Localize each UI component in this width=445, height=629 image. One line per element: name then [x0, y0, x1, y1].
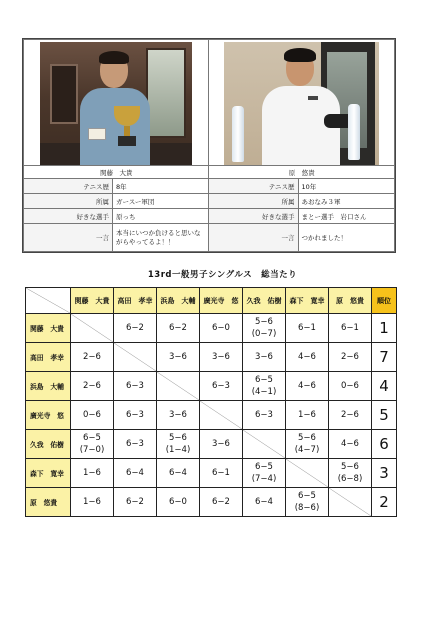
field-label: テニス歴: [209, 179, 298, 194]
match-score-cell: [71, 488, 114, 517]
match-score-cell: [157, 343, 200, 372]
row-player-name: 高田 孝幸: [26, 343, 71, 372]
table-row: [26, 372, 397, 401]
set-score: 5−6: [298, 433, 316, 443]
set-score: 6−2: [126, 497, 144, 507]
set-score: 6−5: [255, 375, 273, 385]
field-label: 好きな選手: [24, 209, 113, 224]
match-score-cell: [243, 488, 286, 517]
tiebreak-score: (4−1): [251, 387, 277, 397]
column-header: 関藤 大貴: [71, 288, 114, 314]
match-score-cell: [329, 401, 372, 430]
set-score: 6−3: [126, 410, 144, 420]
set-score: 6−1: [298, 323, 316, 333]
set-score: 6−1: [212, 468, 230, 478]
set-score: 1−6: [298, 410, 316, 420]
set-score: 6−3: [212, 381, 230, 391]
set-score: 6−5: [83, 433, 101, 443]
field-label: 所属: [209, 194, 298, 209]
set-score: 2−6: [341, 410, 359, 420]
player-photo-cell-2: [209, 40, 395, 166]
match-score-cell: [329, 343, 372, 372]
row-player-name: 浜島 大輔: [26, 372, 71, 401]
match-score-cell: [200, 343, 243, 372]
set-score: 6−3: [126, 381, 144, 391]
match-score-cell: [243, 314, 286, 343]
rank-cell: 7: [372, 343, 397, 372]
match-score-cell: [200, 314, 243, 343]
tiebreak-score: (0−7): [251, 329, 277, 339]
match-score-cell: [114, 401, 157, 430]
match-score-cell: [286, 314, 329, 343]
match-score-cell: [114, 314, 157, 343]
match-score-cell: [114, 488, 157, 517]
set-score: 5−6: [341, 462, 359, 472]
match-score-cell: [200, 430, 243, 459]
field-value: まとー選手 岩口さん: [298, 209, 394, 224]
set-score: 5−6: [169, 433, 187, 443]
set-score: 3−6: [212, 439, 230, 449]
self-match-cell: [200, 401, 243, 430]
match-score-cell: [286, 488, 329, 517]
rank-cell: 2: [372, 488, 397, 517]
rank-cell: 5: [372, 401, 397, 430]
match-score-cell: [243, 401, 286, 430]
set-score: 6−2: [126, 323, 144, 333]
match-score-cell: [286, 401, 329, 430]
match-score-cell: [286, 430, 329, 459]
set-score: 6−4: [169, 468, 187, 478]
set-score: 2−6: [83, 352, 101, 362]
water-bottle-icon: [348, 104, 360, 160]
column-header: 森下 寛幸: [286, 288, 329, 314]
table-row: [26, 401, 397, 430]
match-score-cell: [157, 401, 200, 430]
match-score-cell: [286, 372, 329, 401]
match-score-cell: [329, 459, 372, 488]
set-score: 6−3: [255, 410, 273, 420]
column-header: 久我 佑樹: [243, 288, 286, 314]
row-player-name: 原 悠貴: [26, 488, 71, 517]
set-score: 2−6: [83, 381, 101, 391]
column-header: 廣光寺 悠: [200, 288, 243, 314]
field-value: 8年: [113, 179, 209, 194]
self-match-cell: [329, 488, 372, 517]
match-score-cell: [286, 343, 329, 372]
field-value: あおなみ３軍: [298, 194, 394, 209]
set-score: 1−6: [83, 468, 101, 478]
set-score: 6−4: [126, 468, 144, 478]
set-score: 4−6: [341, 439, 359, 449]
row-player-name: 久我 佑樹: [26, 430, 71, 459]
match-score-cell: [329, 372, 372, 401]
set-score: 6−3: [126, 439, 144, 449]
match-score-cell: [243, 343, 286, 372]
field-value: ガースー軍団: [113, 194, 209, 209]
set-score: 4−6: [298, 352, 316, 362]
rank-cell: 1: [372, 314, 397, 343]
row-player-name: 関藤 大貴: [26, 314, 71, 343]
match-score-cell: [157, 314, 200, 343]
match-score-cell: [200, 488, 243, 517]
self-match-cell: [286, 459, 329, 488]
table-row: [26, 488, 397, 517]
match-score-cell: [157, 488, 200, 517]
match-score-cell: [329, 430, 372, 459]
match-score-cell: [200, 372, 243, 401]
column-header: 高田 孝幸: [114, 288, 157, 314]
player-name-1: 関藤 大貴: [24, 166, 209, 179]
corner-cell: [26, 288, 71, 314]
rank-cell: 3: [372, 459, 397, 488]
field-label: テニス歴: [24, 179, 113, 194]
match-score-cell: [71, 430, 114, 459]
set-score: 2−6: [341, 352, 359, 362]
match-score-cell: [71, 459, 114, 488]
tiebreak-score: (7−0): [79, 445, 105, 455]
row-player-name: 森下 寛幸: [26, 459, 71, 488]
set-score: 3−6: [169, 410, 187, 420]
match-score-cell: [329, 314, 372, 343]
self-match-cell: [157, 372, 200, 401]
rank-header: 順位: [372, 288, 397, 314]
match-score-cell: [200, 459, 243, 488]
field-value: つかれました！: [298, 224, 394, 252]
set-score: 6−5: [298, 491, 316, 501]
table-row: [26, 314, 397, 343]
table-row: [26, 343, 397, 372]
rank-cell: 6: [372, 430, 397, 459]
rank-cell: 4: [372, 372, 397, 401]
match-score-cell: [243, 372, 286, 401]
self-match-cell: [114, 343, 157, 372]
set-score: 0−6: [83, 410, 101, 420]
set-score: 6−5: [255, 462, 273, 472]
field-label: 一言: [209, 224, 298, 252]
match-score-cell: [243, 459, 286, 488]
row-player-name: 廣光寺 悠: [26, 401, 71, 430]
trophy-icon: [114, 106, 140, 146]
table-row: [26, 430, 397, 459]
match-score-cell: [114, 372, 157, 401]
match-score-cell: [71, 372, 114, 401]
player-photo-cell-1: [24, 40, 209, 166]
tiebreak-score: (6−8): [337, 474, 363, 484]
set-score: 6−0: [212, 323, 230, 333]
tiebreak-score: (7−4): [251, 474, 277, 484]
set-score: 4−6: [298, 381, 316, 391]
set-score: 6−0: [169, 497, 187, 507]
water-bottle-icon: [232, 106, 244, 162]
set-score: 1−6: [83, 497, 101, 507]
field-value: 原っち: [113, 209, 209, 224]
self-match-cell: [243, 430, 286, 459]
player-photo-kanto: [40, 42, 192, 165]
tiebreak-score: (1−4): [165, 445, 191, 455]
set-score: 3−6: [212, 352, 230, 362]
match-score-cell: [157, 459, 200, 488]
column-header: 原 悠貴: [329, 288, 372, 314]
match-score-cell: [71, 401, 114, 430]
tiebreak-score: (4−7): [294, 445, 320, 455]
field-label: 所属: [24, 194, 113, 209]
set-score: 6−4: [255, 497, 273, 507]
player-name-2: 原 悠貴: [209, 166, 395, 179]
match-score-cell: [114, 430, 157, 459]
match-score-cell: [157, 430, 200, 459]
field-value: 本当にいつか負けると思いながらやってるよ！！: [113, 224, 209, 252]
field-label: 好きな選手: [209, 209, 298, 224]
player-photo-hara: [224, 42, 379, 165]
set-score: 3−6: [169, 352, 187, 362]
field-value: 10年: [298, 179, 394, 194]
column-header: 浜島 大輔: [157, 288, 200, 314]
round-robin-table: [25, 287, 397, 517]
match-score-cell: [71, 343, 114, 372]
set-score: 6−2: [169, 323, 187, 333]
player-profile-table: [22, 38, 396, 253]
match-score-cell: [114, 459, 157, 488]
set-score: 6−1: [341, 323, 359, 333]
tiebreak-score: (8−6): [294, 503, 320, 513]
field-label: 一言: [24, 224, 113, 252]
set-score: 6−2: [212, 497, 230, 507]
page-title: 13rd一般男子シングルス 総当たり: [147, 270, 298, 280]
table-row: [26, 459, 397, 488]
self-match-cell: [71, 314, 114, 343]
set-score: 0−6: [341, 381, 359, 391]
set-score: 3−6: [255, 352, 273, 362]
set-score: 5−6: [255, 317, 273, 327]
